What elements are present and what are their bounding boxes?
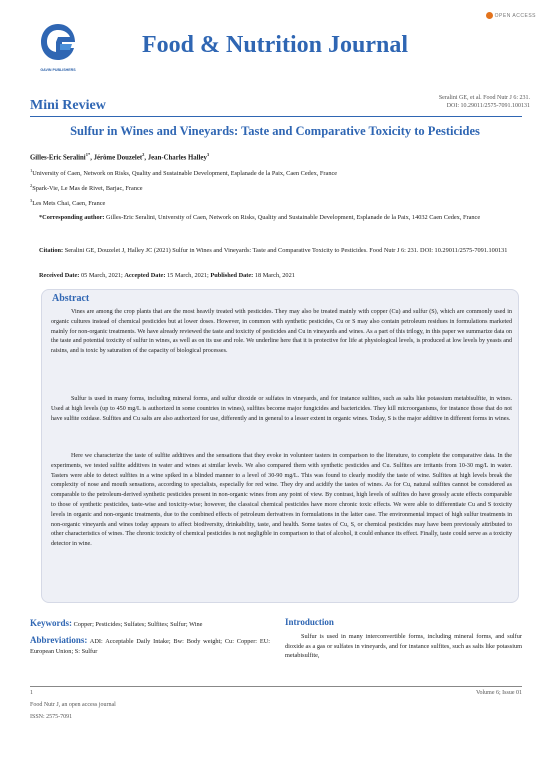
open-access-label: OPEN ACCESS [494, 12, 536, 19]
corresponding-label: *Corresponding author: [39, 214, 105, 221]
authors: Gilles-Eric Seralini$^{1*}$, Jérôme Douzelet$^2$, Jean-Charles Halley$^3$ [30, 152, 210, 162]
abstract-paragraph-1: Vines are among the crop plants that are the most heavily treated with pesticides. They may also be treated mainly with copper (Cu) and sulfur (S), which are commonly used in organic cultures instead of chemical pesticides but at lower doses. However, in common with synthetic pesticides, Cu or S may also contain petroleum residues in formulations marketed mainly for non-organic treatments. We have already reviewed the taste and toxicity of pesticides and Cu in vineyards and wines. As a part of this trilogy, in this paper we summarize data on the taste and potential toxicity of sulfur in wines, as well as on its use and role. We underline here that it is protective for life at physiological levels, is produced at low levels by yeasts and raisins, and is toxic by saturation of the capacity of biological processes. [51, 309, 512, 355]
citation-label: Citation: [39, 247, 64, 254]
article-type: Mini Review [30, 98, 106, 113]
affiliation-3-text: Les Mets Chai, Caen, France [32, 200, 106, 208]
header-doi[interactable]: DOI: 10.29011/2575-7091.100131 [446, 103, 530, 109]
received-date: 05 March, 2021; [79, 272, 125, 279]
affiliation-3: $^3$Les Mets Chai, Caen, France [30, 198, 106, 208]
introduction-heading: Introduction [285, 617, 334, 627]
abbreviations-text: ADI: Acceptable Daily Intake; Bw: Body weight; Cu: Copper: EU: European Union; S: Sulfur [30, 638, 270, 655]
accepted-label: Accepted Date: [124, 272, 166, 279]
published-label: Published Date: [210, 272, 254, 279]
citation [39, 246, 517, 255]
published-date: 18 March, 2021 [253, 272, 295, 279]
affiliation-2: $^2$Spark-Vie, Le Mas de Rivet, Barjac, France [30, 183, 143, 193]
header-citation-line1: Seralini GE, et al. Food Nutr J 6: 231. [438, 95, 530, 101]
affiliation-1-text: University of Caen, Network on Risks, Quality and Sustainable Development, Esplanade de la Paix, Caen Cedex, France [32, 170, 338, 178]
abstract-heading: Abstract [52, 293, 90, 304]
introduction-text: Sulfur is used in many interconvertible forms, including mineral forms, and sulfur dioxide as a gas or sulfates in vineyards, and for instance sulfites, such as salts like potassium metabisulfite, [285, 633, 522, 659]
accepted-date: 15 March, 2021; [165, 272, 211, 279]
abstract-paragraph-2: Sulfur is used in many forms, including mineral forms, and sulfur dioxide or sulfates in vineyards, and for instance sulfites, such as salts like potassium metabisulfite, in wines. Used at high levels (up to 450 mg/L is authorized in some countries in wines), sulfites become major fungicides and bactericides. They kill microorganisms, for instance those that do not have sulfite oxidase. Sulfites and Cu salts are also authorized for use, differently and in general to a lesser extent in organic wines. Today, S is the major additive in different forms in wines. [51, 396, 512, 422]
open-access-badge [486, 12, 536, 19]
footer-journal: Food Nutr J, an open access journal [30, 702, 116, 708]
header-divider [30, 116, 522, 117]
keywords-label: Keywords: [30, 618, 72, 628]
corresponding-text: Gilles-Eric Seralini, University of Caen, Network on Risks, Quality and Sustainable Development, Esplanade de la Paix, 14032 Caen Cedex, France [104, 214, 481, 221]
affiliation-1: $^1$University of Caen, Network on Risks, Quality and Sustainable Development, Esplanade de la Paix, Caen Cedex, France [30, 168, 338, 178]
page-number: 1 [30, 690, 33, 696]
citation-text: Seralini GE, Douzelet J, Halley JC (2021) Sulfur in Wines and Vineyards: Taste and Comparative Toxicity to Pesticides. Food Nutr J 6: 231. DOI: 10.29011/2575-7091.100131 [63, 247, 508, 254]
article-title: Sulfur in Wines and Vineyards: Taste and Comparative Toxicity to Pesticides [70, 124, 480, 138]
keywords [30, 618, 202, 628]
abbreviations-label: Abbreviations: [30, 635, 88, 645]
abbreviations [30, 636, 270, 656]
footer-divider [30, 686, 522, 687]
abstract-paragraph-3: Here we characterize the taste of sulfite additives and the sensations that they evoke in volunteer tasters in comparison to the literature, to complete the comparative data. In the experiments, we tested sulfite additives in water and wines at similar levels. We also compared them with synthetic pesticides and Cu. Sulfites are irritants from 10-30 mg/L in water. Tasters were able to detect sulfites in a wine spiked in a blinded manner to a level of 30-90 mg/L. This was found to clearly modify the taste of wine. Sulfites at high levels break the complexity of nose and mouth sensations, according to specialists, especially for red wine. They dry and acidify the tastes of wines. As for Cu, natural sulfites cannot be considered as comparable to the petroleum-derived synthetic pesticides present in non-organic wines from any point of view. By contrast, high levels of sulfites do have grossly acute effects comparable to those of synthetic pesticides, taste-wise and toxicity-wise; however, the classical chemical pesticides have more chronic toxic effects. We were able to differentiate Cu and S toxicity levels in organic and non-organic treatments, due to the combined effects of petroleum derivatives in formulations in the latter case. The environmental impact of high sulfur treatments in non-organic vineyards and wines today appears to affect biodiversity, drinkability, taste, and health. Some tastes of Cu, S, or chemical pesticides may have been previously attributed to other characteristics of wines. The chronic toxicity of chemical pesticides is not negligible in comparison to that of alcohol, it could enhance its effect. Finally, taste could serve as a toxicity detector in wine. [51, 453, 512, 548]
corresponding-author [39, 213, 517, 222]
received-label: Received Date: [39, 272, 80, 279]
keywords-text: Copper; Pesticides; Sulfates; Sulfites; Sulfur; Wine [72, 621, 203, 628]
open-access-icon [486, 12, 493, 19]
footer-issn: ISSN: 2575-7091 [30, 714, 73, 720]
header-citation [439, 94, 530, 110]
affiliation-2-text: Spark-Vie, Le Mas de Rivet, Barjac, France [32, 185, 143, 193]
volume-issue: Volume 6; Issue 01 [475, 690, 522, 696]
journal-title: Food & Nutrition Journal [141, 32, 408, 58]
dates [39, 272, 295, 279]
publisher-name: GAVIN PUBLISHERS [40, 68, 76, 72]
